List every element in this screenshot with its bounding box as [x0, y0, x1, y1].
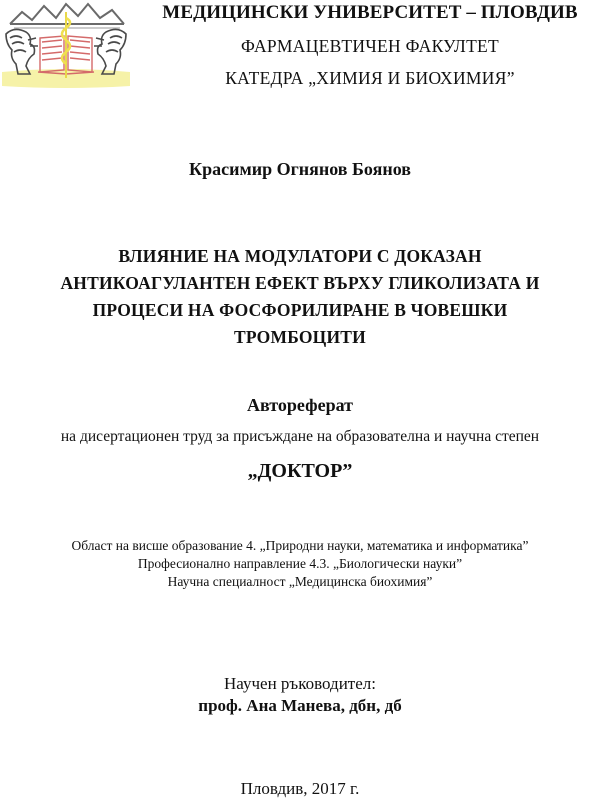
purpose-statement: на дисертационен труд за присъждане на образователна и научна степен	[60, 428, 540, 445]
institution-header	[140, 0, 600, 89]
degree-name: „ДОКТОР”	[247, 460, 353, 482]
title-line: ТРОМБОЦИТИ	[234, 327, 366, 347]
dissertation-title	[0, 243, 600, 351]
author-name: Красимир Огнянов Боянов	[189, 159, 411, 179]
document-type: Автореферат	[247, 395, 353, 415]
supervisor-label: Научен ръководител:	[224, 674, 376, 693]
supervisor-name: проф. Ана Манева, дбн, дб	[198, 696, 402, 715]
place-year: Пловдив, 2017 г.	[240, 779, 360, 798]
university-name: МЕДИЦИНСКИ УНИВЕРСИТЕТ – ПЛОВДИВ	[162, 2, 578, 23]
department-name: КАТЕДРА „ХИМИЯ И БИОХИМИЯ”	[225, 68, 515, 88]
academic-fields	[0, 537, 600, 591]
field-direction: Професионално направление 4.3. „Биологически науки”	[137, 556, 463, 571]
faculty-name: ФАРМАЦЕВТИЧЕН ФАКУЛТЕТ	[240, 36, 500, 56]
field-area: Област на висше образование 4. „Природни науки, математика и информатика”	[71, 538, 529, 553]
title-line: АНТИКОАГУЛАНТЕН ЕФЕКТ ВЪРХУ ГЛИКОЛИЗАТА И	[60, 273, 540, 293]
university-crest-icon	[0, 0, 132, 90]
title-line: ВЛИЯНИЕ НА МОДУЛАТОРИ С ДОКАЗАН	[118, 246, 482, 266]
field-specialty: Научна специалност „Медицинска биохимия”	[167, 574, 433, 589]
title-line: ПРОЦЕСИ НА ФОСФОРИЛИРАНЕ В ЧОВЕШКИ	[92, 300, 508, 320]
